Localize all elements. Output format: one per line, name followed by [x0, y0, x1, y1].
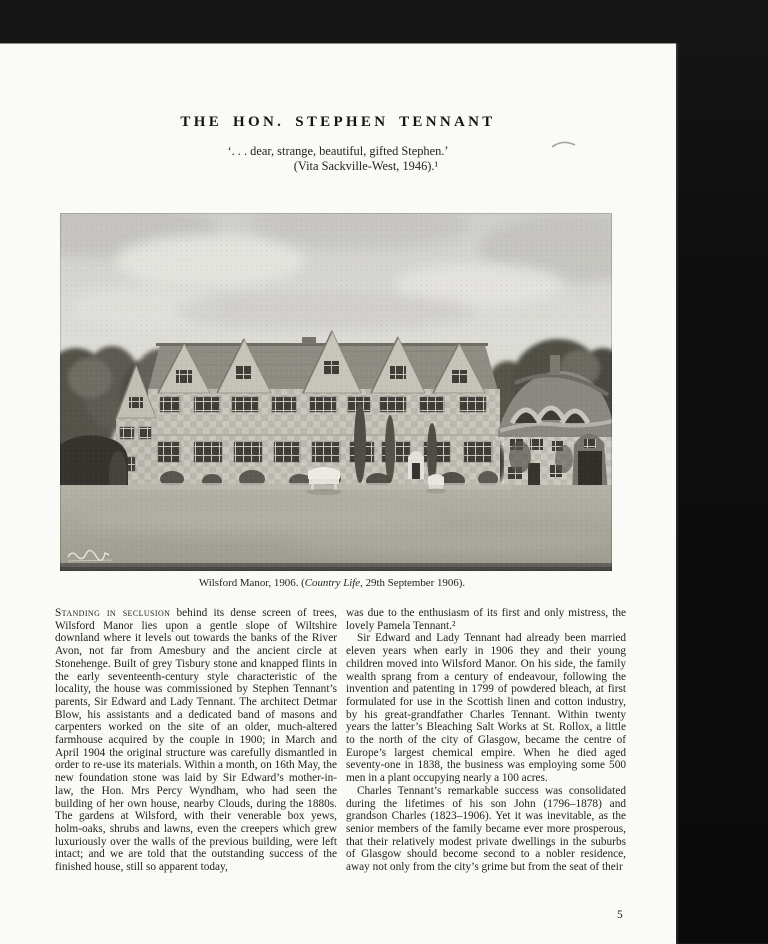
- lead-small-caps: Standing in seclusion: [55, 607, 171, 619]
- epigraph-line2: (Vita Sackville-West, 1946).¹: [293, 159, 439, 173]
- body-paragraph-3: Charles Tennant’s remarkable success was consolidated during the lifetimes of his son John (1796–1878) and grandson Charles (1823–1906). Yet it was inevitable, as the senior members of the family became ever more prosperous, that their relatively modest private dwellings in the suburbs of Glasgow should become second to a nobler residence, away not only from the city’s grime but from the seat of their: [346, 784, 626, 874]
- body-paragraph-1: [55, 607, 337, 874]
- photo-caption: [0, 577, 664, 589]
- photo-grain: [60, 213, 612, 571]
- wilsford-manor-illustration: [60, 213, 612, 571]
- manor-photo: [60, 213, 612, 571]
- body-paragraph-1-continued: was due to the enthusiasm of its first and only mistress, the lovely Pamela Tennant.²: [346, 607, 626, 632]
- caption-publication: Country Life: [304, 577, 361, 589]
- page-number: 5: [617, 909, 623, 921]
- body-column-left: [55, 607, 337, 874]
- pen-mark-artifact: [550, 137, 578, 151]
- paragraph-1-text: behind its dense screen of trees, Wilsford Manor lies upon a gentle slope of Wiltshire downland where it levels out towards the banks of the River Avon, not far from Amesbury and the ancient circle at Stonehenge. Built of grey Tisbury stone and knapped flints in the early seventeenth-century style characteristic of the locality, the house was commissioned by Stephen Tennant’s parents, Sir Edward and Lady Tennant. The architect Detmar Blow, his assistants and a dedicated band of masons and carpenters worked on the site of an older, much-altered farmhouse acquired by the couple in 1900; in March and April 1904 the original structure was carefully dismantled in order to re-use its materials. Within a month, on 16th May, the new foundation stone was laid by Sir Edward’s mother-in-law, the Hon. Mrs Percy Wyndham, who had seen the building of her own house, nearby Clouds, during the 1880s. The gardens at Wilsford, with their venerable box yews, holm-oaks, shrubs and lawns, even the creepers which grew luxuriously over the walls of the previous building, were left intact; and we are told that the outstanding success of the finished house, still so apparent today,: [55, 607, 337, 874]
- body-paragraph-2: Sir Edward and Lady Tennant had already been married eleven years when early in 1906 they and their young children moved into Wilsford Manor. On his side, the family wealth sprang from a century of endeavour, following the invention and patenting in 1799 of powdered bleach, at first formulated for use in the Scottish linen and cotton industry, by his great-grandfather Charles Tennant. Within twenty years the latter’s Bleaching Salt Works at St. Rollox, a little to the north of the city of Glasgow, became the centre of Europe’s largest chemical empire. When he died aged seventy-one in 1838, the business was employing some 500 men in a plant occupying nearly a 100 acres.: [346, 632, 626, 785]
- body-column-right: [346, 607, 626, 874]
- caption-text-end: , 29th September 1906).: [360, 577, 466, 589]
- book-page: [0, 43, 676, 944]
- caption-text: Wilsford Manor, 1906. (: [198, 577, 305, 589]
- page-title: THE HON. STEPHEN TENNANT: [180, 114, 496, 130]
- epigraph-line1: ‘. . . dear, strange, beautiful, gifted Stephen.’: [227, 144, 449, 158]
